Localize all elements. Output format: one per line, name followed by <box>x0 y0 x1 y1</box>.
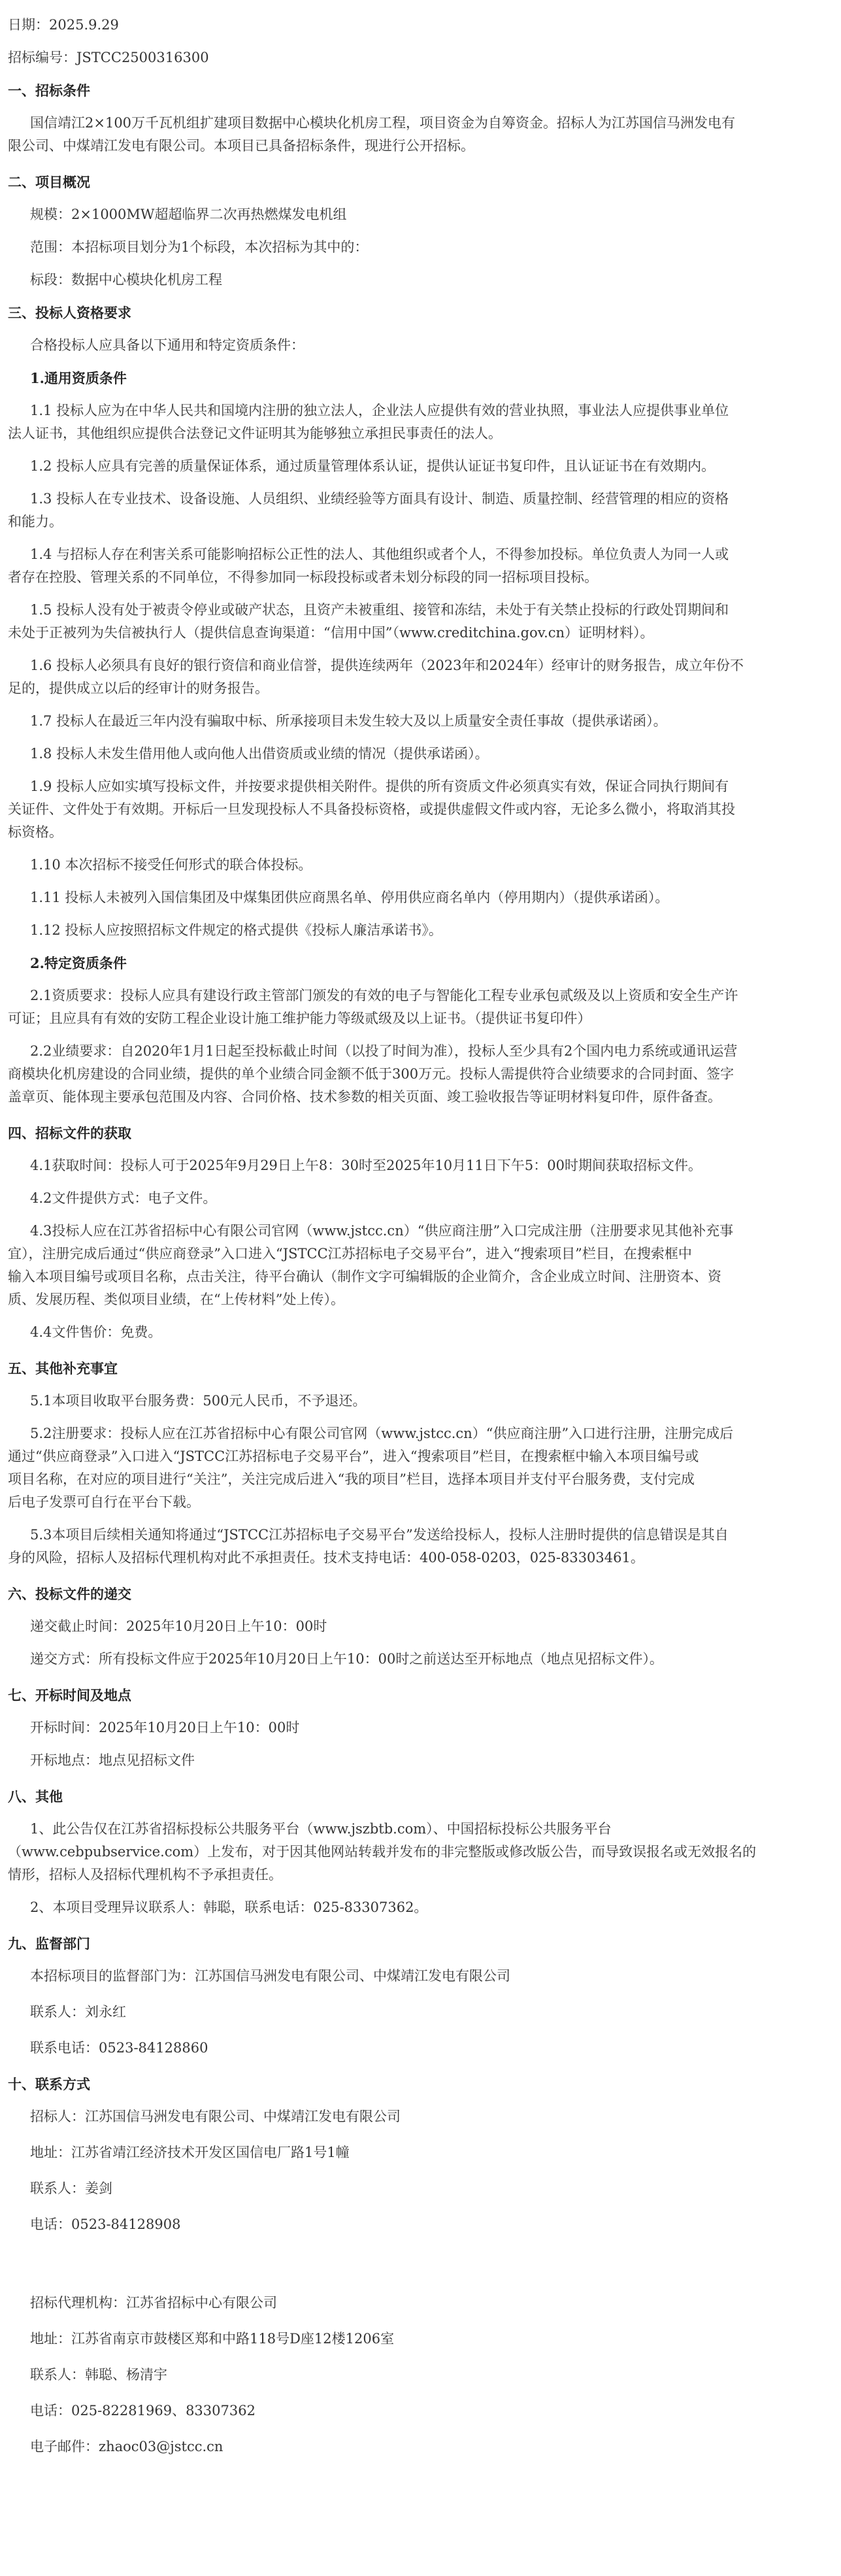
qualification-item: 1.12 投标人应按照招标文件规定的格式提供《投标人廉洁承诺书》。 <box>30 922 442 938</box>
obtain-documents-item: 质、发展历程、类似项目业绩，在“上传材料”处上传）。 <box>8 1292 344 1307</box>
supplementary-item: 后电子发票可自行在平台下载。 <box>8 1494 200 1510</box>
subheading-specific-qualifications: 2.特定资质条件 <box>30 955 127 971</box>
subheading-general-qualifications: 1.通用资质条件 <box>30 370 127 386</box>
other-item: （www.cebpubservice.com）上发布，对于因其他网站转载并发布的非完整版或修改版公告，而导致误报名或无效报名的 <box>8 1844 757 1860</box>
supervision-contact: 联系人：刘永红 <box>30 2004 126 2020</box>
tender-conditions-text: 限公司、中煤靖江发电有限公司。本项目已具备招标条件，现进行公开招标。 <box>8 138 474 154</box>
agency-phone: 电话：025-82281969、83307362 <box>30 2403 256 2418</box>
supplementary-item: 5.2注册要求：投标人应在江苏省招标中心有限公司官网（www.jstcc.cn）“供应商注册”入口进行注册，注册完成后 <box>30 1426 734 1441</box>
qualification-item: 关证件、文件处于有效期。开标后一旦发现投标人不具备投标资格，或提供虚假文件或内容，无论多么微小，将取消其投 <box>8 801 735 817</box>
specific-qualification-item: 盖章页、能体现主要承包范围及内容、合同价格、技术参数的相关页面、竣工验收报告等证明材料复印件，原件备查。 <box>8 1089 721 1105</box>
qualification-item: 和能力。 <box>8 514 63 529</box>
agency-name: 招标代理机构：江苏省招标中心有限公司 <box>30 2295 277 2311</box>
other-item: 2、本项目受理异议联系人：韩聪，联系电话：025-83307362。 <box>30 1899 428 1915</box>
qualification-item: 1.1 投标人应为在中华人民共和国境内注册的独立法人，企业法人应提供有效的营业执照，事业法人应提供事业单位 <box>30 403 729 418</box>
obtain-documents-item: 输入本项目编号或项目名称，点击关注，待平台确认（制作文字可编辑版的企业简介，含企业成立时间、注册资本、资 <box>8 1269 721 1284</box>
supplementary-item: 5.1本项目收取平台服务费：500元人民币，不予退还。 <box>30 1393 367 1409</box>
qualification-item: 1.3 投标人在专业技术、设备设施、人员组织、业绩经验等方面具有设计、制造、质量控制、经营管理的相应的资格 <box>30 491 729 507</box>
section-heading-other: 八、其他 <box>8 1788 63 1805</box>
section-heading-supervision: 九、监督部门 <box>8 1935 90 1952</box>
tenderer-contact: 联系人：姜剑 <box>30 2181 112 2196</box>
agency-contact: 联系人：韩聪、杨清宇 <box>30 2367 167 2383</box>
submission-method: 递交方式：所有投标文件应于2025年10月20日上午10：00时之前送达至开标地点（地点见招标文件）。 <box>30 1651 663 1667</box>
supplementary-item: 身的风险，招标人及招标代理机构对此不承担责任。技术支持电话：400-058-0203，025-83303461。 <box>8 1550 644 1565</box>
qualification-item: 1.2 投标人应具有完善的质量保证体系，通过质量管理体系认证，提供认证证书复印件，且认证证书在有效期内。 <box>30 458 716 474</box>
project-lot: 标段：数据中心模块化机房工程 <box>30 272 222 288</box>
section-heading-tender-conditions: 一、招标条件 <box>8 82 90 99</box>
section-heading-obtain-documents: 四、招标文件的获取 <box>8 1125 131 1141</box>
supplementary-item: 5.3本项目后续相关通知将通过“JSTCC江苏招标电子交易平台”发送给投标人，投标人注册时提供的信息错误是其自 <box>30 1527 729 1543</box>
section-heading-bidder-qualifications: 三、投标人资格要求 <box>8 305 131 321</box>
project-scale: 规模：2×1000MW超超临界二次再热燃煤发电机组 <box>30 207 347 222</box>
section-heading-contact-info: 十、联系方式 <box>8 2076 90 2092</box>
obtain-documents-item: 4.4文件售价：免费。 <box>30 1324 162 1340</box>
announcement-date: 日期：2025.9.29 <box>8 17 119 33</box>
qualification-item: 标资格。 <box>8 824 63 840</box>
qualification-item: 法人证书，其他组织应提供合法登记文件证明其为能够独立承担民事责任的法人。 <box>8 426 502 441</box>
obtain-documents-item: 4.2文件提供方式：电子文件。 <box>30 1190 217 1206</box>
obtain-documents-item: 4.1获取时间：投标人可于2025年9月29日上午8：30时至2025年10月11日下午5：00时期间获取招标文件。 <box>30 1158 702 1173</box>
qualification-item: 1.8 投标人未发生借用他人或向他人出借资质或业绩的情况（提供承诺函）。 <box>30 746 489 761</box>
bid-number: 招标编号：JSTCC2500316300 <box>8 50 209 65</box>
agency-email[interactable]: 电子邮件：zhaoc03@jstcc.cn <box>30 2439 223 2454</box>
qualification-item: 1.5 投标人没有处于被责令停业或破产状态，且资产未被重组、接管和冻结，未处于有关禁止投标的行政处罚期间和 <box>30 602 729 618</box>
agency-address: 地址：江苏省南京市鼓楼区郑和中路118号D座12楼1206室 <box>30 2331 395 2347</box>
submission-deadline: 递交截止时间：2025年10月20日上午10：00时 <box>30 1618 327 1634</box>
qualification-item: 1.11 投标人未被列入国信集团及中煤集团供应商黑名单、停用供应商名单内（停用期内）（提供承诺函）。 <box>30 890 669 905</box>
section-heading-bid-opening: 七、开标时间及地点 <box>8 1687 131 1703</box>
specific-qualification-item: 商模块化机房建设的合同业绩，提供的单个业绩合同金额不低于300万元。投标人需提供符合业绩要求的合同封面、签字 <box>8 1066 734 1082</box>
qualification-item: 1.6 投标人必须具有良好的银行资信和商业信誉，提供连续两年（2023年和2024年）经审计的财务报告，成立年份不 <box>30 658 744 673</box>
specific-qualification-item: 2.2业绩要求：自2020年1月1日起至投标截止时间（以投了时间为准），投标人至少具有2个国内电力系统或通讯运营 <box>30 1043 738 1059</box>
bid-opening-time: 开标时间：2025年10月20日上午10：00时 <box>30 1720 300 1735</box>
qualification-item: 未处于正被列为失信被执行人（提供信息查询渠道：“信用中国”（www.creditchina.gov.cn）证明材料）。 <box>8 625 654 641</box>
project-range: 范围：本招标项目划分为1个标段，本次招标为其中的： <box>30 239 369 255</box>
qualification-item: 1.10 本次招标不接受任何形式的联合体投标。 <box>30 857 312 873</box>
other-item: 情形，招标人及招标代理机构不予承担责任。 <box>8 1867 282 1882</box>
bid-opening-place: 开标地点：地点见招标文件 <box>30 1752 195 1768</box>
qualification-item: 1.7 投标人在最近三年内没有骗取中标、所承接项目未发生较大及以上质量安全责任事故（提供承诺函）。 <box>30 713 667 729</box>
tenderer-phone: 电话：0523-84128908 <box>30 2216 181 2232</box>
section-heading-bid-submission: 六、投标文件的递交 <box>8 1586 131 1602</box>
qualification-item: 足的，提供成立以后的经审计的财务报告。 <box>8 680 269 696</box>
qualifications-intro: 合格投标人应具备以下通用和特定资质条件： <box>30 337 305 353</box>
obtain-documents-item: 宜），注册完成后通过“供应商登录”入口进入“JSTCC江苏招标电子交易平台”，进入“搜索项目”栏目，在搜索框中 <box>8 1246 692 1262</box>
obtain-documents-item: 4.3投标人应在江苏省招标中心有限公司官网（www.jstcc.cn）“供应商注册”入口完成注册（注册要求见其他补充事 <box>30 1223 734 1239</box>
tenderer-address: 地址：江苏省靖江经济技术开发区国信电厂路1号1幢 <box>30 2145 350 2160</box>
section-heading-project-overview: 二、项目概况 <box>8 174 90 190</box>
qualification-item: 1.9 投标人应如实填写投标文件，并按要求提供相关附件。提供的所有资质文件必须真实有效，保证合同执行期间有 <box>30 778 729 794</box>
section-heading-supplementary-matters: 五、其他补充事宜 <box>8 1360 118 1377</box>
qualification-item: 者存在控股、管理关系的不同单位，不得参加同一标段投标或者未划分标段的同一招标项目投标。 <box>8 569 598 585</box>
tenderer-name: 招标人：江苏国信马洲发电有限公司、中煤靖江发电有限公司 <box>30 2109 401 2124</box>
qualification-item: 1.4 与招标人存在利害关系可能影响招标公正性的法人、其他组织或者个人，不得参加投标。单位负责人为同一人或 <box>30 546 729 562</box>
specific-qualification-item: 2.1资质要求：投标人应具有建设行政主管部门颁发的有效的电子与智能化工程专业承包贰级及以上资质和安全生产许 <box>30 988 738 1003</box>
supervision-phone: 联系电话：0523-84128860 <box>30 2040 208 2056</box>
tender-conditions-text: 国信靖江2×100万千瓦机组扩建项目数据中心模块化机房工程，项目资金为自筹资金。招标人为江苏国信马洲发电有 <box>30 115 736 131</box>
supervision-department: 本招标项目的监督部门为：江苏国信马洲发电有限公司、中煤靖江发电有限公司 <box>30 1968 510 1984</box>
specific-qualification-item: 可证；且应具有有效的安防工程企业设计施工维护能力等级贰级及以上证书。（提供证书复印件） <box>8 1011 591 1026</box>
supplementary-item: 通过“供应商登录”入口进入“JSTCC江苏招标电子交易平台”，进入“搜索项目”栏目，在搜索框中输入本项目编号或 <box>8 1448 699 1464</box>
supplementary-item: 项目名称，在对应的项目进行“关注”，关注完成后进入“我的项目”栏目，选择本项目并支付平台服务费，支付完成 <box>8 1471 695 1487</box>
other-item: 1、此公告仅在江苏省招标投标公共服务平台（www.jszbtb.com）、中国招标投标公共服务平台 <box>30 1821 612 1837</box>
